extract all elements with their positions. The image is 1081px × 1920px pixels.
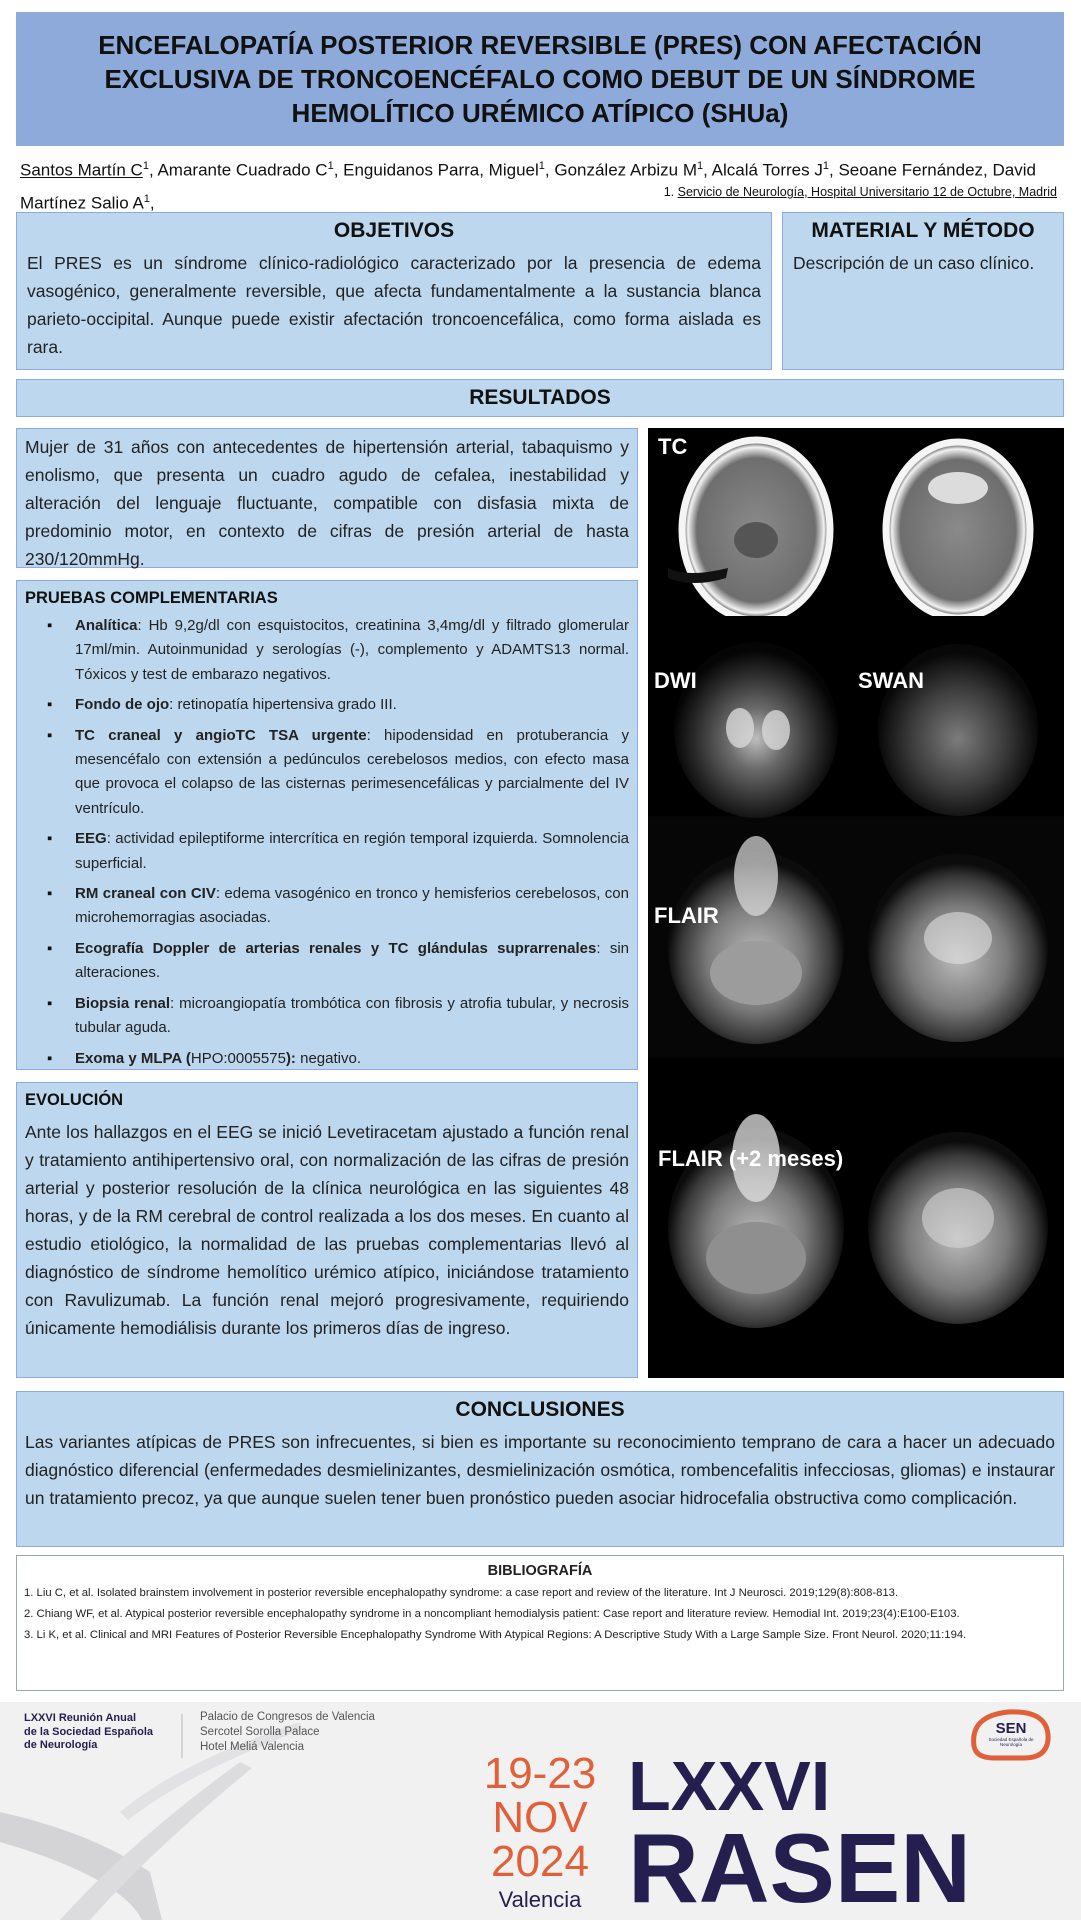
poster-title: ENCEFALOPATÍA POSTERIOR REVERSIBLE (PRES) CON AFECTACIÓN EXCLUSIVA DE TRONCOENCÉFALO COMO DEBUT DE UN SÍNDROME HEMOLÍTICO URÉMICO ATÍPICO (SHUa) bbox=[98, 30, 982, 128]
venues: Palacio de Congresos de Valencia Sercotel Sorolla Palace Hotel Meliá Valencia bbox=[200, 1711, 375, 1753]
ct-scan-right bbox=[886, 442, 1030, 618]
event-city: Valencia bbox=[498, 1887, 582, 1912]
resultados-heading: RESULTADOS bbox=[469, 386, 611, 409]
reference: 1. Liu C, et al. Isolated brainstem involvement in posterior reversible encephalopathy syndrome: a case report and review of the literature. Int J Neurosci. 2019;129(8):808-813. bbox=[24, 1587, 899, 1599]
title-banner bbox=[16, 12, 1064, 146]
list-item: ▪ Biopsia renal: microangiopatía trombótica con fibrosis y atrofia tubular, y necrosis tubular aguda. bbox=[25, 992, 629, 1041]
list-item: ▪ Analítica: Hb 9,2g/dl con esquistocitos, creatinina 3,4mg/dl y filtrado glomerular 17ml/min. Autoinmunidad y serologías (-), complemento y ADAMTS13 normal. Tóxicos y test de embarazo negativos. bbox=[25, 614, 629, 687]
ct-brainstem-left bbox=[734, 522, 778, 558]
bibliografia-box bbox=[16, 1555, 1064, 1691]
label-tc: TC bbox=[658, 434, 688, 459]
list-item: ▪ Exoma y MLPA (HPO:0005575): negativo. bbox=[25, 1047, 629, 1071]
label-flair: FLAIR bbox=[654, 903, 719, 928]
author: Enguidanos Parra, Miguel bbox=[343, 160, 539, 180]
conclusiones-heading: CONCLUSIONES bbox=[455, 1398, 625, 1421]
event-edition: LXXVI bbox=[628, 1747, 831, 1825]
reference: 3. Li K, et al. Clinical and MRI Features of Posterior Reversible Encephalopathy Syndrome With Atypical Regions: A Descriptive Study With a Large Sample Size. Front Neurol. 2020;11:194. bbox=[24, 1629, 967, 1641]
reference: 2. Chiang WF, et al. Atypical posterior reversible encephalopathy syndrome in a noncompliant hemodialysis patient: Case report and literature review. Hemodial Int. 2019;23(4):E100-E103. bbox=[24, 1608, 960, 1620]
org-name: LXXVI Reunión Anual de la Sociedad Española de Neurología bbox=[24, 1712, 153, 1751]
author: Amarante Cuadrado C bbox=[157, 160, 328, 180]
objetivos-heading: OBJETIVOS bbox=[333, 219, 455, 242]
material-heading: MATERIAL Y MÉTODO bbox=[811, 219, 1035, 242]
imaging-panel bbox=[648, 428, 1064, 1378]
author: Martínez Salio A bbox=[20, 193, 144, 213]
event-dates: 19-23 NOV 2024 bbox=[483, 1749, 597, 1886]
case-text: Mujer de 31 años con antecedentes de hipertensión arterial, tabaquismo y enolismo, que presenta un cuadro agudo de cefalea, inestabilidad y alteración del lenguaje fluctuante, compatible con disfasia mixta de predominio motor, en contexto de cifras de presión arterial de hasta 230/120mmHg. bbox=[25, 437, 629, 569]
label-swan: SWAN bbox=[858, 668, 924, 693]
conclusiones-box bbox=[16, 1391, 1064, 1547]
resultados-box bbox=[16, 379, 1064, 417]
list-item: ▪ RM craneal con CIV: edema vasogénico en tronco y hemisferios cerebelosos, con microhemorragias asociadas. bbox=[25, 882, 629, 931]
case-box bbox=[16, 428, 638, 568]
sen-logo: SEN Sociedad Española de Neurología bbox=[964, 1706, 1058, 1764]
evolucion-text: Ante los hallazgos en el EEG se inició Levetiracetam ajustado a función renal y tratamiento antihipertensivo oral, con normalización de las cifras de presión arterial y posterior resolución de la clínica neurológica en las siguientes 48 horas, y de la RM cerebral de control realizada a los dos meses. En cuanto al estudio etiológico, la normalidad de las pruebas complementarias llevó al diagnóstico de síndrome hemolítico urémico atípico, iniciándose tratamiento con Ravulizumab. La función renal mejoró progresivamente, requiriendo únicamente hemodiálisis durante los primeros días de ingreso. bbox=[25, 1122, 629, 1338]
label-dwi: DWI bbox=[654, 668, 697, 693]
event-name: RASEN bbox=[628, 1813, 972, 1920]
list-item: ▪ Fondo de ojo: retinopatía hipertensiva grado III. bbox=[25, 693, 629, 717]
affiliation: 1. Servicio de Neurología, Hospital Universitario 12 de Octubre, Madrid bbox=[663, 185, 1057, 199]
bibliografia-heading: BIBLIOGRAFÍA bbox=[487, 1563, 593, 1579]
list-item: ▪ TC craneal y angioTC TSA urgente: hipodensidad en protuberancia y mesencéfalo con extensión a pedúnculos cerebelosos medios, con efecto masa que provoca el colapso de las cisternas perimesencefálicas y parcialmente del IV ventrículo. bbox=[25, 724, 629, 822]
list-item: ▪ Ecografía Doppler de arterias renales y TC glándulas suprarrenales: sin alteraciones. bbox=[25, 937, 629, 986]
dwi-scan bbox=[674, 642, 838, 818]
evolucion-box bbox=[16, 1082, 638, 1378]
list-item: ▪ EEG: actividad epileptiforme intercrítica en región temporal izquierda. Somnolencia superficial. bbox=[25, 827, 629, 876]
author: González Arbizu M bbox=[554, 160, 698, 180]
authors-line: Santos Martín $C^1$, Amarante Cuadrado $C^1$, Enguidanos Parra, Miguel$^1$, González Arbizu $M^1$, Alcalá Torres $J^1$, Seoane Fernández, David Martínez Salio $A^1$, bbox=[20, 160, 1036, 213]
label-flair-2m: FLAIR (+2 meses) bbox=[658, 1146, 844, 1171]
pruebas-heading: PRUEBAS COMPLEMENTARIAS bbox=[25, 589, 278, 607]
evolucion-heading: EVOLUCIÓN bbox=[25, 1091, 124, 1109]
author: Seoane Fernández, David bbox=[838, 160, 1036, 180]
pruebas-list bbox=[25, 614, 629, 1071]
objetivos-box bbox=[16, 212, 772, 370]
author: Alcalá Torres J bbox=[711, 160, 823, 180]
event-footer bbox=[0, 1702, 1081, 1920]
ct-bone-right bbox=[928, 472, 988, 504]
conclusiones-text: Las variantes atípicas de PRES son infrecuentes, si bien es importante su reconocimiento temprano de cara a hacer un adecuado diagnóstico diferencial (enfermedades desmielinizantes, desmielinización osmótica, rombencefalitis infecciosas, gliomas) e instaurar un tratamiento precoz, ya que aunque suelen tener buen pronóstico pueden asociar hidrocefalia obstructiva como complicación. bbox=[25, 1432, 1055, 1508]
material-text: Descripción de un caso clínico. bbox=[793, 253, 1035, 273]
material-box bbox=[782, 212, 1064, 370]
first-author: Santos Martín C bbox=[20, 160, 143, 180]
objetivos-text: El PRES es un síndrome clínico-radiológico caracterizado por la presencia de edema vasogénico, generalmente reversible, que afecta fundamentalmente a la sustancia blanca parieto-occipital. Aunque puede existir afectación troncoencefálica, como forma aislada es rara. bbox=[27, 253, 761, 357]
pruebas-box bbox=[16, 580, 638, 1070]
